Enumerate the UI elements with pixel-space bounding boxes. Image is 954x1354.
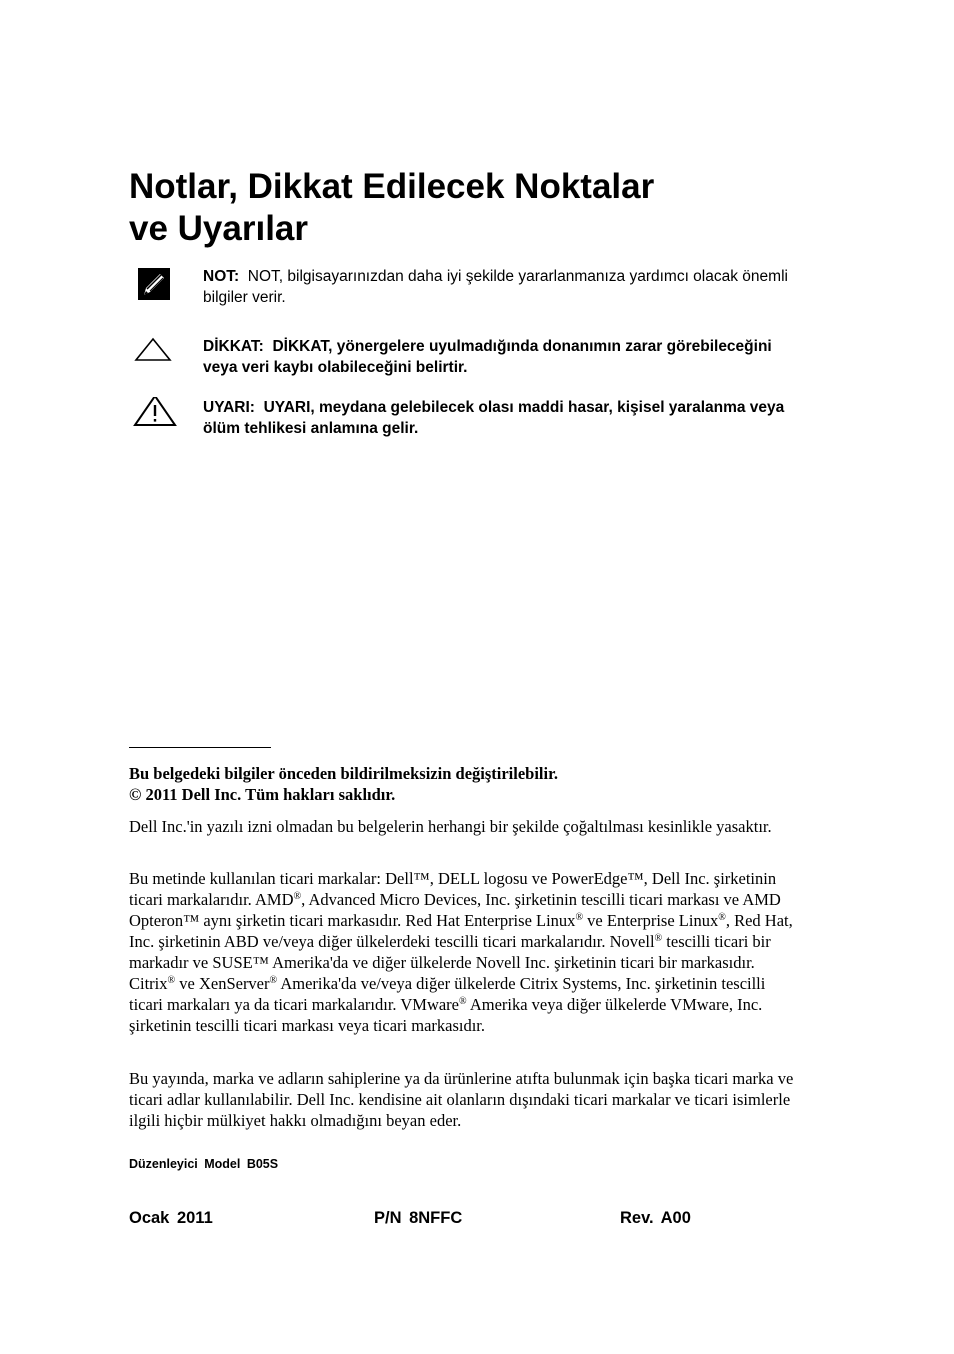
page-title-line-1: Notlar, Dikkat Edilecek Noktalar: [129, 167, 655, 206]
registered-mark: ®: [167, 975, 176, 986]
registered-mark: ®: [575, 912, 584, 923]
registered-mark: ®: [269, 975, 278, 986]
trademark-text: , Red Hat, Inc. şirketinin ABD ve/veya diğer ülkelerdeki tescilli ticari markalarıdır. Novell: [129, 911, 793, 951]
caution-triangle-icon: [133, 336, 173, 376]
registered-mark: ®: [293, 891, 302, 902]
revision: Rev. A00: [620, 1209, 691, 1227]
trademark-text: ve Enterprise Linux: [583, 911, 719, 930]
note-label: NOT:: [203, 268, 240, 285]
trademark-text: Bu metinde kullanılan ticari markalar: Dell™, DELL logosu ve PowerEdge™, Dell Inc. şirketinin ticari markalarıdır. AMD: [129, 869, 777, 909]
registered-mark: ®: [654, 933, 663, 944]
trademark-text: , Advanced Micro Devices, Inc. şirketinin tescilli ticari markası ve AMD Opteron™ aynı şirketin ticari markasıdır. Red Hat Enterprise Linux: [129, 890, 781, 930]
caution-label: DİKKAT:: [203, 338, 264, 355]
page-title: [129, 166, 829, 250]
reproduction-notice: Dell Inc.'in yazılı izni olmadan bu belgelerin herhangi bir şekilde çoğaltılması kesinlikle yasaktır.: [129, 817, 772, 836]
note-notice: [129, 266, 809, 310]
part-number: P/N 8NFFC: [374, 1209, 463, 1227]
change-notice: Bu belgedeki bilgiler önceden bildirilmeksizin değiştirilebilir.: [129, 764, 559, 783]
caution-notice: [129, 336, 809, 380]
caution-text: [203, 336, 803, 378]
trademark-text: ve XenServer: [175, 974, 270, 993]
third-party-trademark-notice: Bu yayında, marka ve adların sahiplerine ya da ürünlerine atıfta bulunmak için başka ticari marka ve ticari adlar kullanılabilir. Dell Inc. kendisine ait olanların dışındaki ticari markalar ve ticari isimlerle ilgili hiçbir mülkiyet hakkı olmadığını beyan eder.: [129, 1069, 794, 1130]
warning-text: [203, 397, 803, 439]
warning-notice: [129, 397, 809, 441]
footnote-divider: [129, 747, 271, 748]
warning-body: UYARI, meydana gelebilecek olası maddi hasar, kişisel yaralanma veya ölüm tehlikesi anlamına gelir.: [203, 399, 785, 437]
warning-triangle-icon: [133, 397, 173, 437]
page-title-line-2: ve Uyarılar: [129, 209, 309, 248]
publication-date: Ocak 2011: [129, 1209, 213, 1227]
trademark-notice: [129, 868, 799, 1036]
note-pencil-icon: [133, 266, 173, 306]
trademark-text: Amerika veya diğer ülkelerde VMware, Inc. şirketinin tescilli ticari markası veya ticari markasıdır.: [129, 995, 763, 1035]
copyright-line: © 2011 Dell Inc. Tüm hakları saklıdır.: [129, 785, 396, 804]
trademark-text: tescilli ticari bir markadır ve SUSE™ Amerika'da ve diğer ülkelerde Novell Inc. şirketinin ticari bir markasıdır. Citrix: [129, 932, 771, 993]
warning-label: UYARI:: [203, 399, 255, 416]
copyright-block: [129, 763, 809, 805]
registered-mark: ®: [718, 912, 726, 923]
registered-mark: ®: [459, 996, 467, 1007]
note-body: NOT, bilgisayarınızdan daha iyi şekilde yararlanmanıza yardımcı olacak önemli bilgiler verir.: [203, 268, 788, 306]
trademark-text: Amerika'da ve/veya diğer ülkelerde Citrix Systems, Inc. şirketinin tescilli ticari markaları ya da ticari markalarıdır. VMware: [129, 974, 766, 1014]
caution-body: DİKKAT, yönergelere uyulmadığında donanımın zarar görebileceğini veya veri kaybı olabileceğini belirtir.: [203, 338, 772, 376]
regulatory-model: Düzenleyici Model B05S: [129, 1157, 279, 1171]
note-text: [203, 266, 803, 308]
